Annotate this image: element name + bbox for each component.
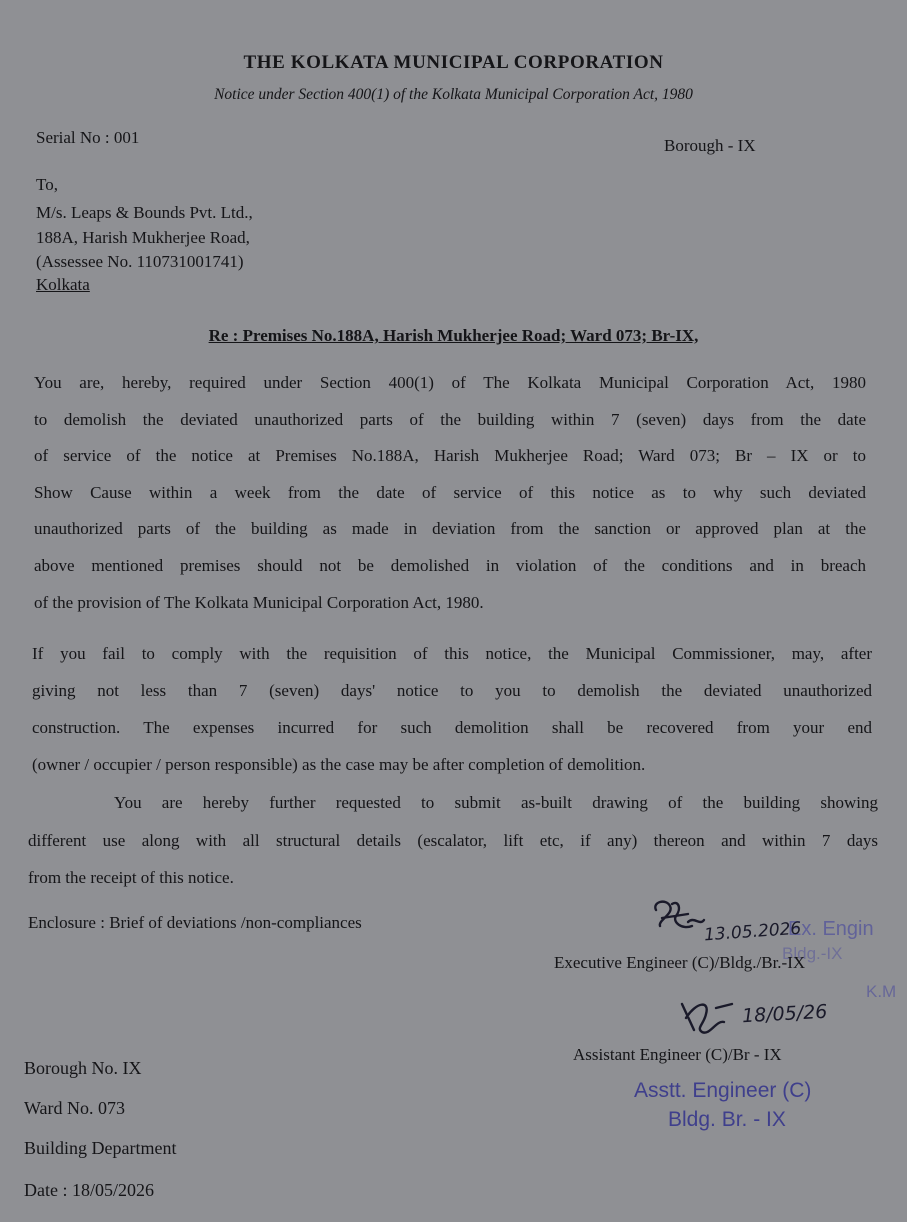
paragraph-1 bbox=[34, 371, 866, 621]
addressee-city: Kolkata bbox=[36, 275, 90, 294]
paragraph-line: unauthorized parts of the building as made in deviation from the sanction or approved plan at the bbox=[34, 519, 866, 538]
document-title: THE KOLKATA MUNICIPAL CORPORATION bbox=[243, 52, 664, 73]
paragraph-line: to demolish the deviated unauthorized parts of the building within 7 (seven) days from the date bbox=[34, 410, 866, 429]
subject-line: Re : Premises No.188A, Harish Mukherjee Road; Ward 073; Br-IX, bbox=[208, 326, 699, 345]
paragraph-line: (owner / occupier / person responsible) as the case may be after completion of demolition. bbox=[32, 755, 646, 774]
paragraph-line: of the provision of The Kolkata Municipal Corporation Act, 1980. bbox=[34, 593, 484, 612]
paragraph-3 bbox=[28, 791, 878, 901]
addressee-to: To, bbox=[36, 175, 58, 194]
stamp-asst-line1: Asstt. Engineer (C) bbox=[634, 1079, 812, 1102]
footer-borough: Borough No. IX bbox=[24, 1058, 142, 1078]
asst-engineer-title: Assistant Engineer (C)/Br - IX bbox=[573, 1045, 782, 1064]
asst-signature-date: 18/05/26 bbox=[741, 1000, 828, 1028]
paragraph-line: You are, hereby, required under Section 400(1) of The Kolkata Municipal Corporation Act, 1980 bbox=[34, 373, 866, 392]
asst-signature-icon bbox=[676, 994, 740, 1038]
footer-department: Building Department bbox=[24, 1138, 177, 1158]
footer-ward: Ward No. 073 bbox=[24, 1098, 126, 1118]
paragraph-line: giving not less than 7 (seven) days' notice to you to demolish the deviated unauthorized bbox=[32, 681, 872, 700]
paragraph-line: above mentioned premises should not be demolished in violation of the conditions and in breach bbox=[34, 556, 866, 575]
exec-signature-date: 13.05.2026 bbox=[703, 918, 802, 946]
paragraph-line: If you fail to comply with the requisition of this notice, the Municipal Commissioner, may, after bbox=[32, 644, 872, 663]
paragraph-line: from the receipt of this notice. bbox=[28, 868, 234, 887]
paragraph-2 bbox=[32, 642, 872, 782]
stamp-asst-line2: Bldg. Br. - IX bbox=[668, 1108, 786, 1131]
paragraph-line: You are hereby further requested to submit as-built drawing of the building showing bbox=[114, 793, 878, 812]
exec-engineer-title: Executive Engineer (C)/Bldg./Br.-IX bbox=[554, 953, 806, 972]
stamp-exec-line2: Bldg.-IX bbox=[782, 944, 843, 963]
document-subtitle: Notice under Section 400(1) of the Kolkata Municipal Corporation Act, 1980 bbox=[214, 86, 693, 103]
addressee-street: 188A, Harish Mukherjee Road, bbox=[36, 228, 250, 247]
footer-date: Date : 18/05/2026 bbox=[24, 1180, 154, 1200]
paragraph-line: construction. The expenses incurred for such demolition shall be recovered from your end bbox=[32, 718, 872, 737]
borough-label: Borough - IX bbox=[664, 136, 756, 155]
addressee-company: M/s. Leaps & Bounds Pvt. Ltd., bbox=[36, 203, 253, 222]
enclosure-text: Enclosure : Brief of deviations /non-compliances bbox=[28, 913, 362, 932]
stamp-exec-line1: Ex. Engin bbox=[788, 918, 874, 940]
paragraph-line: Show Cause within a week from the date of service of this notice as to why such deviated bbox=[34, 483, 866, 502]
paragraph-line: different use along with all structural details (escalator, lift etc, if any) thereon and within 7 days bbox=[28, 831, 878, 850]
exec-signature-icon bbox=[648, 896, 708, 942]
addressee-assessee: (Assessee No. 110731001741) bbox=[36, 252, 244, 271]
paragraph-line: of service of the notice at Premises No.188A, Harish Mukherjee Road; Ward 073; Br – IX or to bbox=[34, 446, 866, 465]
serial-number: Serial No : 001 bbox=[36, 128, 140, 147]
stamp-exec-line3: K.M bbox=[866, 982, 897, 1001]
